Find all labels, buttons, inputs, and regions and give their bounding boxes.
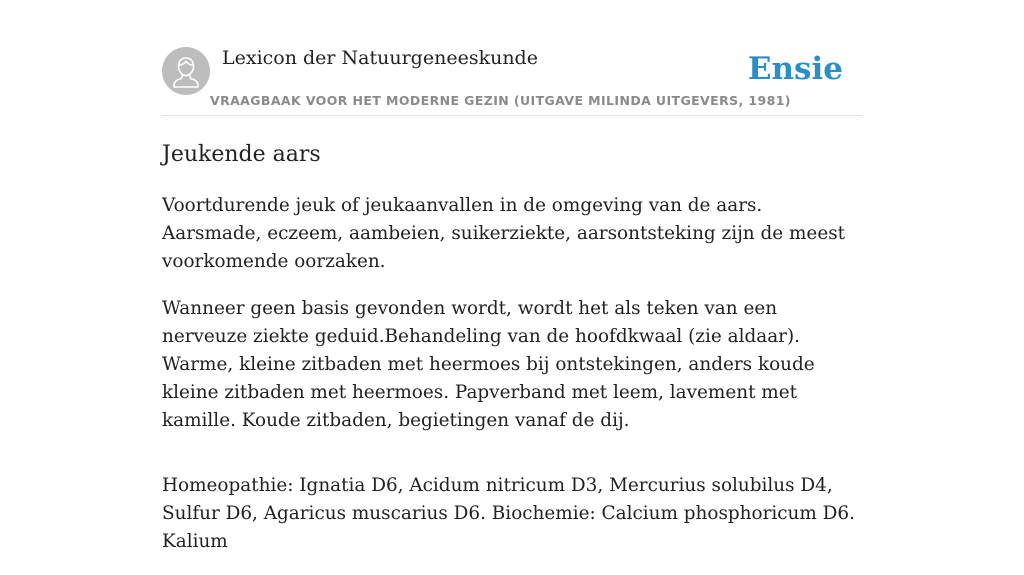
avatar[interactable] — [162, 47, 210, 95]
entry-paragraph: Voortdurende jeuk of jeukaanvallen in de omgeving van de aars. Aarsmade, eczeem, aambeien, suikerziekte, aarsontsteking zijn de meest voorkomende oorzaken. — [162, 195, 846, 272]
source-subtitle: VRAAGBAAK VOOR HET MODERNE GEZIN (UITGAVE MILINDA UITGEVERS, 1981) — [210, 93, 791, 108]
entry-paragraph: Homeopathie: Ignatia D6, Acidum nitricum D3, Mercurius solubilus D4, Sulfur D6, Agaricus muscarius D6. Biochemie: Calcium phosphoricum D6. Kalium — [162, 475, 855, 552]
source-title[interactable]: Lexicon der Natuurgeneeskunde — [222, 47, 538, 69]
entry-body — [162, 192, 862, 575]
entry-paragraph: Wanneer geen basis gevonden wordt, wordt het als teken van een nerveuze ziekte geduid.Behandeling van de hoofdkwaal (zie aldaar). Warme, kleine zitbaden met heermoes bij ontstekingen, anders koude kleine zitbaden met heermoes. Papverband met leem, lavement met kamille. Koude zitbaden, begietingen vanaf de dij. — [162, 298, 815, 431]
page — [162, 0, 862, 552]
ensie-logo[interactable]: Ensie — [747, 51, 843, 87]
user-silhouette-icon — [162, 47, 210, 95]
source-header — [162, 0, 862, 116]
entry-title: Jeukende aars — [162, 142, 321, 167]
